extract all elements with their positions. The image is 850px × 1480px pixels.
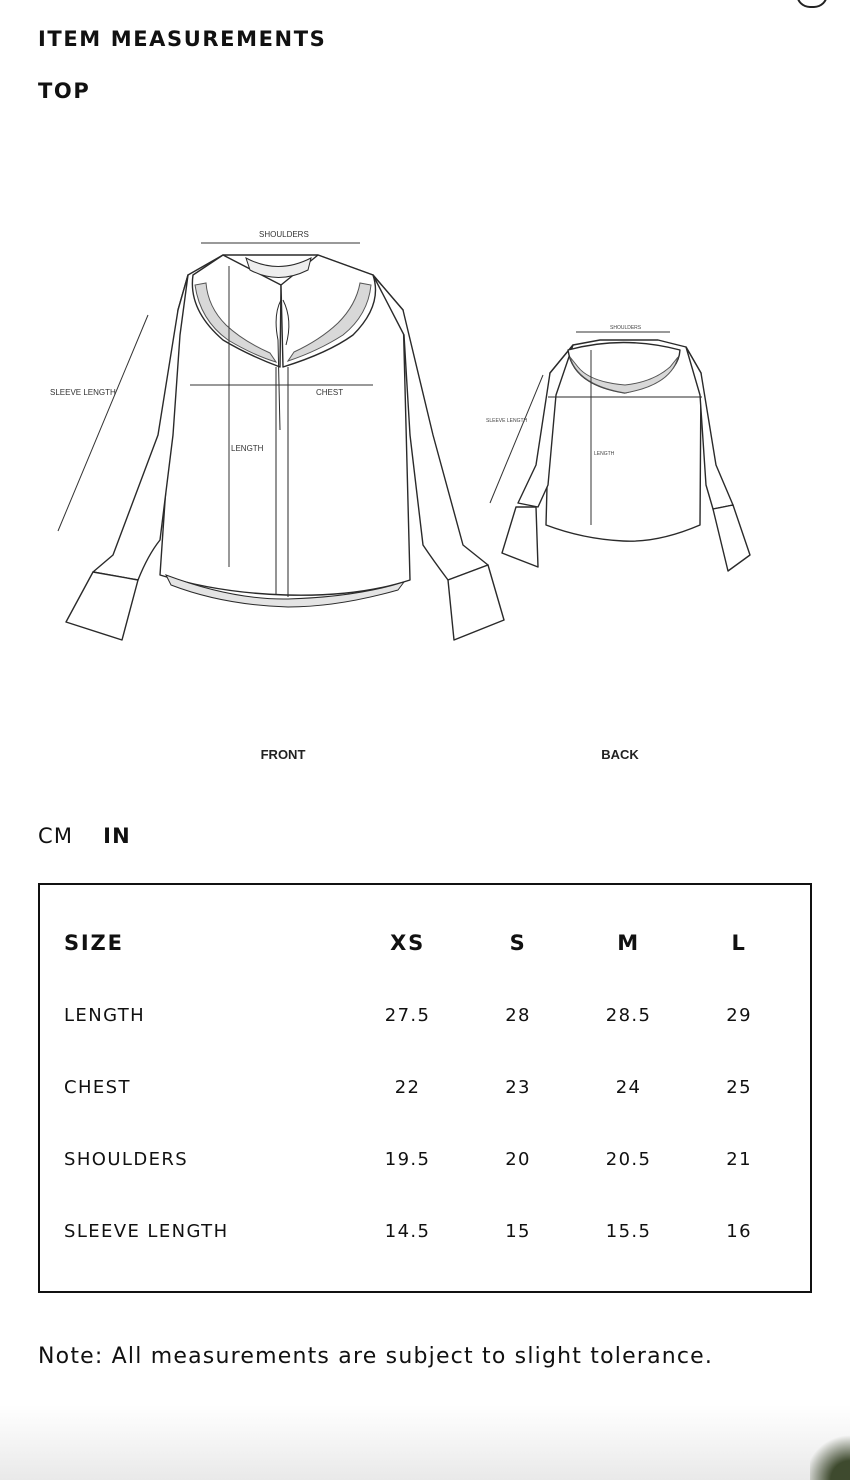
table-row [64, 1123, 794, 1195]
back-sleeve-length-label: SLEEVE LENGTH [486, 418, 528, 424]
corner-shadow [810, 1430, 850, 1480]
front-length-label: LENGTH [231, 444, 264, 453]
page-title: ITEM MEASUREMENTS [38, 27, 327, 51]
size-column-s: S [509, 931, 527, 955]
front-chest-label: CHEST [316, 388, 344, 397]
back-length-label: LENGTH [594, 451, 615, 457]
size-column-l: L [731, 931, 747, 955]
row-label: CHEST [64, 1076, 131, 1098]
back-shoulders-label: SHOULDERS [610, 325, 642, 331]
table-cell: 15.5 [605, 1220, 652, 1242]
unit-toggle [38, 824, 131, 848]
table-row [64, 1195, 794, 1267]
size-column-m: M [617, 931, 640, 955]
table-cell: 19.5 [384, 1148, 431, 1170]
table-cell: 27.5 [384, 1004, 431, 1026]
size-table [64, 907, 794, 1267]
tolerance-note: Note: All measurements are subject to slight tolerance. [38, 1344, 714, 1369]
garment-diagram-svg [38, 135, 812, 795]
table-cell: 28.5 [605, 1004, 652, 1026]
table-cell: 15 [505, 1220, 531, 1242]
front-shoulders-label: SHOULDERS [259, 230, 309, 239]
table-cell: 22 [394, 1076, 421, 1098]
section-title: TOP [38, 79, 91, 103]
table-row [64, 1051, 794, 1123]
table-cell: 25 [726, 1076, 752, 1098]
table-cell: 16 [726, 1220, 752, 1242]
table-row [64, 979, 794, 1051]
table-header-row [64, 907, 794, 979]
bottom-fade [0, 1405, 850, 1480]
close-icon[interactable] [796, 0, 828, 8]
row-label: SHOULDERS [64, 1148, 189, 1170]
table-cell: 20 [505, 1148, 531, 1170]
size-header: SIZE [64, 931, 124, 955]
row-label: LENGTH [64, 1004, 146, 1026]
table-cell: 20.5 [605, 1148, 652, 1170]
back-view-label: BACK [601, 747, 639, 762]
table-cell: 23 [505, 1076, 531, 1098]
size-chart [38, 883, 812, 1293]
back-sketch [486, 325, 750, 571]
unit-cm-option[interactable]: CM [38, 824, 74, 848]
table-cell: 24 [615, 1076, 642, 1098]
table-cell: 28 [505, 1004, 531, 1026]
table-cell: 14.5 [384, 1220, 431, 1242]
front-sketch [50, 230, 504, 640]
table-cell: 21 [726, 1148, 752, 1170]
unit-in-option[interactable]: IN [103, 824, 131, 848]
front-view-label: FRONT [260, 747, 306, 762]
table-cell: 29 [726, 1004, 752, 1026]
size-column-xs: XS [390, 931, 426, 955]
garment-diagram [38, 135, 812, 795]
row-label: SLEEVE LENGTH [64, 1220, 229, 1242]
front-sleeve-length-label: SLEEVE LENGTH [50, 388, 116, 397]
